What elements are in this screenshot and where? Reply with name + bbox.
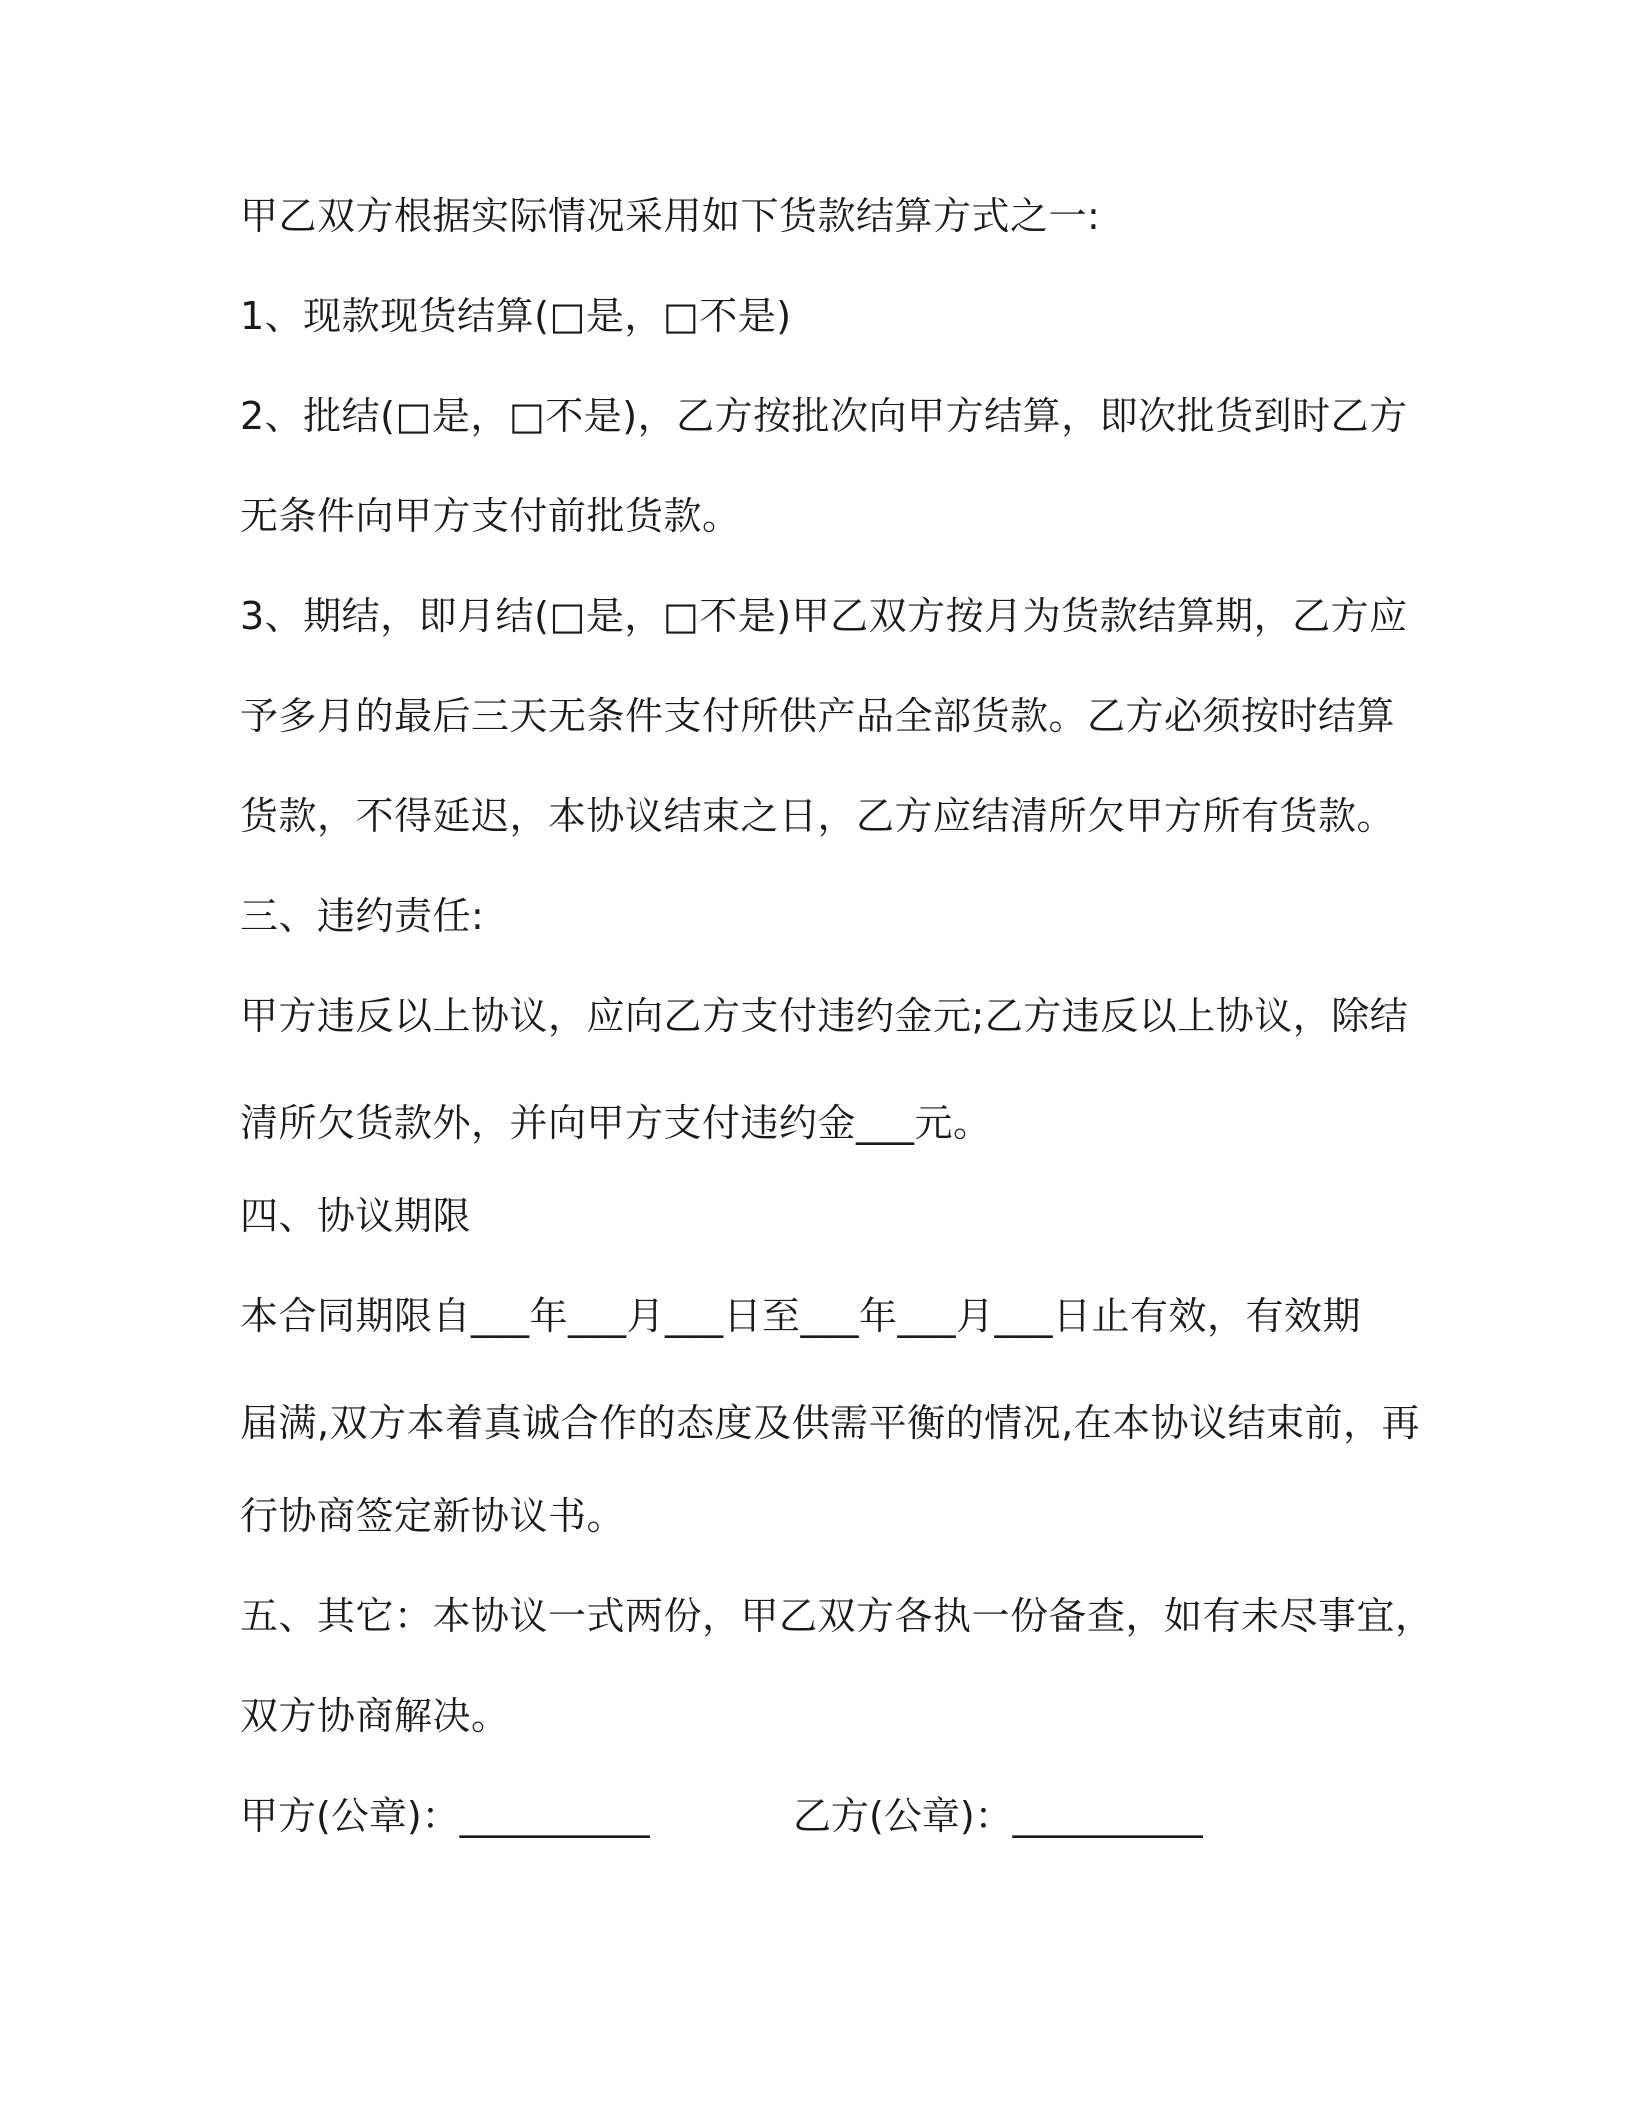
section-breach-heading: 三、违约责任: — [240, 894, 485, 938]
method-3-monthly-cont-2: 货款，不得延迟，本协议结束之日，乙方应结清所欠甲方所有货款。 — [240, 794, 1396, 838]
method-3-monthly-cont: 予多月的最后三天无条件支付所供产品全部货款。乙方必须按时结算 — [240, 694, 1396, 738]
section-other-clause: 五、其它：本协议一式两份，甲乙双方各执一份备查，如有未尽事宜， — [240, 1594, 1434, 1638]
method-1-cash: 1、现款现货结算(□是，□不是) — [240, 294, 792, 338]
term-clause-cont: 届满,双方本着真诚合作的态度及供需平衡的情况,在本协议结束前，再 — [240, 1401, 1421, 1445]
breach-clause-cont: 清所欠货款外，并向甲方支付违约金___元。 — [240, 1101, 992, 1145]
term-clause-cont-2: 行协商签定新协议书。 — [240, 1494, 626, 1538]
payment-methods-intro: 甲乙双方根据实际情况采用如下货款结算方式之一: — [240, 194, 1101, 238]
method-2-batch: 2、批结(□是，□不是)，乙方按批次向甲方结算，即次批货到时乙方 — [240, 394, 1408, 438]
section-other-clause-cont: 双方协商解决。 — [240, 1694, 510, 1738]
method-2-batch-cont: 无条件向甲方支付前批货款。 — [240, 494, 741, 538]
party-b-seal-line: 乙方(公章)：__________ — [793, 1794, 1203, 1838]
term-clause: 本合同期限自___年___月___日至___年___月___日止有效，有效期 — [240, 1294, 1362, 1338]
method-3-monthly: 3、期结，即月结(□是，□不是)甲乙双方按月为货款结算期，乙方应 — [240, 594, 1408, 638]
breach-clause: 甲方违反以上协议，应向乙方支付违约金元;乙方违反以上协议，除结 — [240, 994, 1409, 1038]
party-a-seal-line: 甲方(公章)：__________ — [240, 1794, 650, 1838]
section-term-heading: 四、协议期限 — [240, 1194, 472, 1238]
